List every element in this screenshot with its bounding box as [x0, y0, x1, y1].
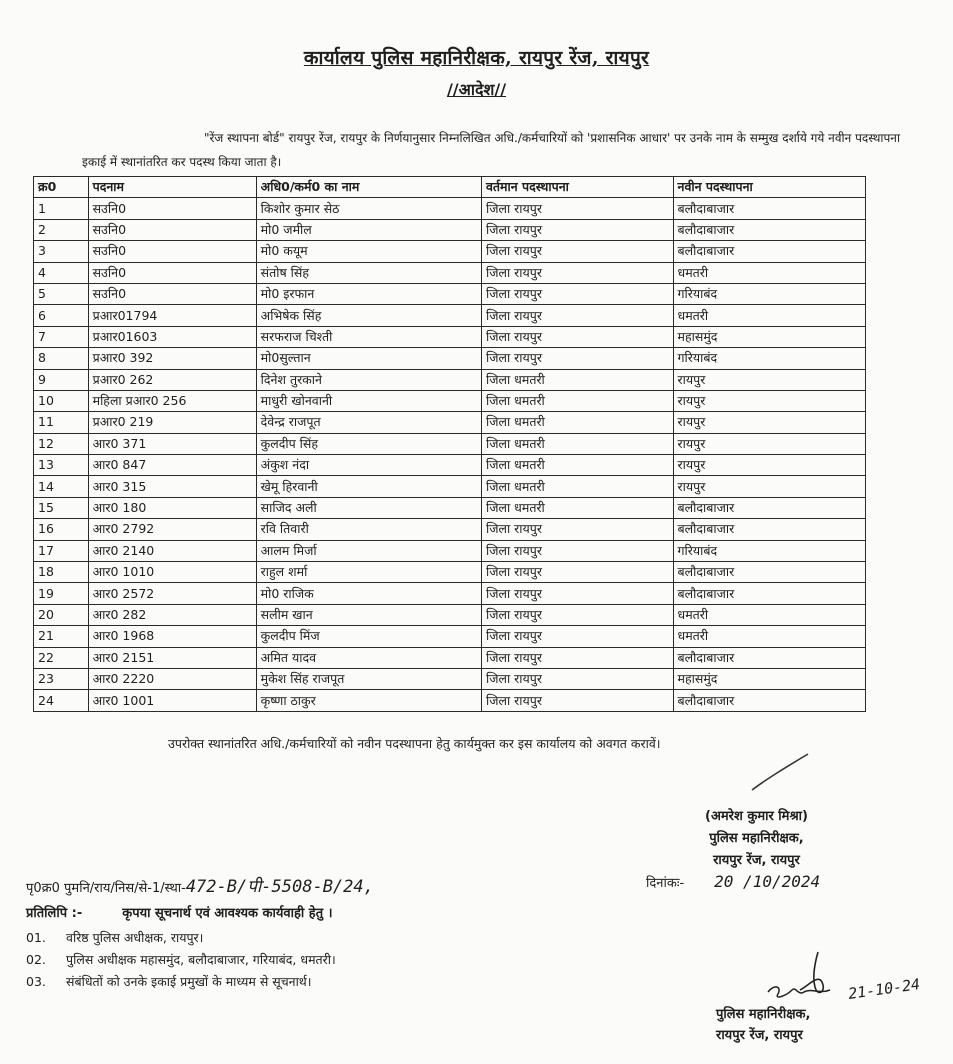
office-title: कार्यालय पुलिस महानिरीक्षक, रायपुर रेंज, रायपुर — [303, 47, 650, 69]
table-row — [34, 476, 866, 497]
cell-current-posting: जिला रायपुर — [481, 519, 673, 540]
table-row — [34, 219, 866, 240]
cell-serial: 20 — [34, 604, 89, 625]
cell-name: अमित यादव — [256, 647, 481, 668]
table-body — [34, 198, 866, 711]
cell-new-posting: बलौदाबाजार — [673, 519, 865, 540]
cell-name: मो0 राजिक — [256, 583, 481, 604]
signature-stroke — [748, 752, 810, 792]
table-row — [34, 433, 866, 454]
signatory-office: रायपुर रेंज, रायपुर — [713, 853, 800, 868]
cell-name: सरफराज चिश्ती — [256, 326, 481, 347]
cell-current-posting: जिला रायपुर — [481, 540, 673, 561]
cell-designation: आर0 847 — [88, 455, 256, 476]
cell-new-posting: गरियाबंद — [673, 540, 865, 561]
table-row — [34, 390, 866, 411]
table-row — [34, 241, 866, 262]
cell-serial: 7 — [34, 326, 89, 347]
list-item: 01. वरिष्ठ पुलिस अधीक्षक, रायपुर। — [26, 930, 204, 945]
cell-new-posting: रायपुर — [673, 455, 865, 476]
cell-serial: 17 — [34, 540, 89, 561]
cell-designation: सउनि0 — [88, 262, 256, 283]
cell-serial: 21 — [34, 626, 89, 647]
cell-new-posting: धमतरी — [673, 604, 865, 625]
cell-current-posting: जिला धमतरी — [481, 476, 673, 497]
cell-designation: आर0 2792 — [88, 519, 256, 540]
cell-current-posting: जिला धमतरी — [481, 390, 673, 411]
cell-name: मो0 जमील — [256, 219, 481, 240]
cell-serial: 6 — [34, 305, 89, 326]
initials-date: 21-10-24 — [847, 975, 922, 1003]
table-row — [34, 198, 866, 219]
cell-new-posting: बलौदाबाजार — [673, 647, 865, 668]
copy-signatory-block — [716, 1004, 810, 1046]
cell-designation: आर0 315 — [88, 476, 256, 497]
cell-new-posting: बलौदाबाजार — [673, 219, 865, 240]
cell-current-posting: जिला धमतरी — [481, 433, 673, 454]
order-heading: //आदेश// — [446, 80, 507, 99]
cell-current-posting: जिला रायपुर — [481, 198, 673, 219]
table-row — [34, 455, 866, 476]
cell-designation: आर0 2151 — [88, 647, 256, 668]
table-row — [34, 348, 866, 369]
cell-name: अंकुश नंदा — [256, 455, 481, 476]
table-row — [34, 369, 866, 390]
cell-new-posting: रायपुर — [673, 412, 865, 433]
table-row — [34, 562, 866, 583]
cell-serial: 12 — [34, 433, 89, 454]
cell-designation: आर0 1001 — [88, 690, 256, 711]
cell-name: कुलदीप मिंज — [256, 626, 481, 647]
cell-new-posting: रायपुर — [673, 390, 865, 411]
reference-prefix: पृ0क्र0 पुमनि/राय/निस/से-1/स्था- — [26, 881, 186, 896]
cell-serial: 19 — [34, 583, 89, 604]
reference-handwritten: 472-B/पी-5508-B/24, — [185, 877, 374, 897]
table-row — [34, 626, 866, 647]
cell-name: संतोष सिंह — [256, 262, 481, 283]
cell-name: मो0 इरफान — [256, 283, 481, 304]
cell-name: कुलदीप सिंह — [256, 433, 481, 454]
header-designation: पदनाम — [88, 177, 256, 198]
cell-new-posting: बलौदाबाजार — [673, 497, 865, 518]
cell-designation: प्रआर0 262 — [88, 369, 256, 390]
cell-new-posting: महासमुंद — [673, 326, 865, 347]
signatory-designation: पुलिस महानिरीक्षक, — [709, 831, 804, 846]
cell-serial: 15 — [34, 497, 89, 518]
copy-signatory-office: रायपुर रेंज, रायपुर — [716, 1028, 803, 1043]
cell-serial: 24 — [34, 690, 89, 711]
copy-label: प्रतिलिपि :- — [26, 906, 83, 921]
cell-serial: 2 — [34, 219, 89, 240]
cell-current-posting: जिला रायपुर — [481, 262, 673, 283]
cell-current-posting: जिला रायपुर — [481, 647, 673, 668]
cell-current-posting: जिला रायपुर — [481, 326, 673, 347]
cell-serial: 9 — [34, 369, 89, 390]
cell-name: मुकेश सिंह राजपूत — [256, 668, 481, 689]
cell-new-posting: धमतरी — [673, 262, 865, 283]
table-row — [34, 604, 866, 625]
signatory-block — [705, 806, 808, 872]
table-row — [34, 326, 866, 347]
cell-serial: 23 — [34, 668, 89, 689]
cell-serial: 10 — [34, 390, 89, 411]
cell-current-posting: जिला रायपुर — [481, 305, 673, 326]
cell-new-posting: धमतरी — [673, 305, 865, 326]
cell-current-posting: जिला रायपुर — [481, 583, 673, 604]
cell-serial: 16 — [34, 519, 89, 540]
cell-current-posting: जिला रायपुर — [481, 626, 673, 647]
header-name: अधि0/कर्म0 का नाम — [256, 177, 481, 198]
list-item: 03. संबंधितों को उनके इकाई प्रमुखों के माध्यम से सूचनार्थ। — [26, 974, 312, 989]
cell-current-posting: जिला रायपुर — [481, 668, 673, 689]
table-row — [34, 305, 866, 326]
cell-current-posting: जिला धमतरी — [481, 412, 673, 433]
cell-serial: 4 — [34, 262, 89, 283]
cell-designation: आर0 2140 — [88, 540, 256, 561]
cell-new-posting: गरियाबंद — [673, 283, 865, 304]
cell-name: खेमू हिरवानी — [256, 476, 481, 497]
cell-new-posting: बलौदाबाजार — [673, 241, 865, 262]
cell-designation: सउनि0 — [88, 219, 256, 240]
cell-new-posting: रायपुर — [673, 369, 865, 390]
cell-current-posting: जिला धमतरी — [481, 497, 673, 518]
intro-paragraph: "रेंज स्थापना बोर्ड" रायपुर रेंज, रायपुर के निर्णयानुसार निम्नलिखित अधि./कर्मचारियों को 'प्रशासनिक आधार' पर उनके नाम के सम्मुख दर्शाये गये नवीन पदस्थापना इकाई में स्थानांतरित कर पदस्थ किया जाता है। — [82, 131, 901, 169]
cell-new-posting: रायपुर — [673, 476, 865, 497]
cell-designation: आर0 2220 — [88, 668, 256, 689]
table-row — [34, 583, 866, 604]
cell-name: किशोर कुमार सेठ — [256, 198, 481, 219]
table-row — [34, 283, 866, 304]
cell-serial: 13 — [34, 455, 89, 476]
cell-serial: 1 — [34, 198, 89, 219]
cell-name: आलम मिर्जा — [256, 540, 481, 561]
cell-name: मो0सुल्तान — [256, 348, 481, 369]
cell-designation: आर0 1010 — [88, 562, 256, 583]
date-label: दिनांकः- — [646, 876, 685, 891]
cell-designation: प्रआर0 392 — [88, 348, 256, 369]
cell-designation: आर0 180 — [88, 497, 256, 518]
table-row — [34, 262, 866, 283]
table-row — [34, 497, 866, 518]
header-current-posting: वर्तमान पदस्थापना — [481, 177, 673, 198]
cell-new-posting: रायपुर — [673, 433, 865, 454]
cell-designation: आर0 371 — [88, 433, 256, 454]
cell-current-posting: जिला रायपुर — [481, 604, 673, 625]
cell-designation: प्रआर01603 — [88, 326, 256, 347]
cell-name: मो0 कयूम — [256, 241, 481, 262]
copy-line — [26, 903, 333, 921]
cell-new-posting: गरियाबंद — [673, 348, 865, 369]
cell-new-posting: बलौदाबाजार — [673, 198, 865, 219]
cell-designation: आर0 282 — [88, 604, 256, 625]
table-row — [34, 540, 866, 561]
table-row — [34, 690, 866, 711]
table-row — [34, 647, 866, 668]
cell-name: कृष्णा ठाकुर — [256, 690, 481, 711]
cell-designation: महिला प्रआर0 256 — [88, 390, 256, 411]
cell-serial: 3 — [34, 241, 89, 262]
header-serial: क्र0 — [34, 177, 89, 198]
cell-designation: प्रआर0 219 — [88, 412, 256, 433]
cell-name: साजिद अली — [256, 497, 481, 518]
cell-serial: 14 — [34, 476, 89, 497]
cell-current-posting: जिला रायपुर — [481, 241, 673, 262]
table-header-row — [34, 177, 866, 198]
list-item: 02. पुलिस अधीक्षक महासमुंद, बलौदाबाजार, गरियाबंद, धमतरी। — [26, 952, 336, 967]
cell-designation: आर0 2572 — [88, 583, 256, 604]
cell-name: राहुल शर्मा — [256, 562, 481, 583]
cell-serial: 18 — [34, 562, 89, 583]
cell-designation: सउनि0 — [88, 283, 256, 304]
cell-serial: 5 — [34, 283, 89, 304]
date-value: 20 /10/2024 — [714, 872, 821, 891]
cell-designation: सउनि0 — [88, 198, 256, 219]
table-row — [34, 412, 866, 433]
header-new-posting: नवीन पदस्थापना — [673, 177, 865, 198]
cell-current-posting: जिला रायपुर — [481, 348, 673, 369]
cell-current-posting: जिला रायपुर — [481, 283, 673, 304]
cell-current-posting: जिला धमतरी — [481, 369, 673, 390]
table-row — [34, 519, 866, 540]
cell-designation: प्रआर01794 — [88, 305, 256, 326]
cell-name: रवि तिवारी — [256, 519, 481, 540]
cell-name: सलीम खान — [256, 604, 481, 625]
cell-current-posting: जिला रायपुर — [481, 690, 673, 711]
cell-designation: आर0 1968 — [88, 626, 256, 647]
cell-serial: 8 — [34, 348, 89, 369]
cell-current-posting: जिला धमतरी — [481, 455, 673, 476]
cell-name: दिनेश तुरकाने — [256, 369, 481, 390]
cell-new-posting: धमतरी — [673, 626, 865, 647]
copy-purpose: कृपया सूचनार्थ एवं आवश्यक कार्यवाही हेतु । — [122, 906, 333, 921]
cell-new-posting: बलौदाबाजार — [673, 562, 865, 583]
copy-list — [26, 927, 336, 993]
cell-serial: 22 — [34, 647, 89, 668]
date-line — [646, 872, 820, 891]
reference-line — [26, 874, 374, 897]
cell-serial: 11 — [34, 412, 89, 433]
copy-signatory-designation: पुलिस महानिरीक्षक, — [716, 1007, 811, 1022]
cell-new-posting: महासमुंद — [673, 668, 865, 689]
cell-name: देवेन्द्र राजपूत — [256, 412, 481, 433]
cell-new-posting: बलौदाबाजार — [673, 583, 865, 604]
cell-current-posting: जिला रायपुर — [481, 562, 673, 583]
table-row — [34, 668, 866, 689]
cell-new-posting: बलौदाबाजार — [673, 690, 865, 711]
transfer-table — [33, 176, 866, 712]
relieve-note: उपरोक्त स्थानांतरित अधि./कर्मचारियों को नवीन पदस्थापना हेतु कार्यमुक्त कर इस कार्यालय को अवगत करावें। — [168, 736, 661, 751]
cell-name: माधुरी खोनवानी — [256, 390, 481, 411]
cell-designation: सउनि0 — [88, 241, 256, 262]
cell-name: अभिषेक सिंह — [256, 305, 481, 326]
signatory-name: (अमरेश कुमार मिश्रा) — [705, 809, 808, 824]
cell-current-posting: जिला रायपुर — [481, 219, 673, 240]
